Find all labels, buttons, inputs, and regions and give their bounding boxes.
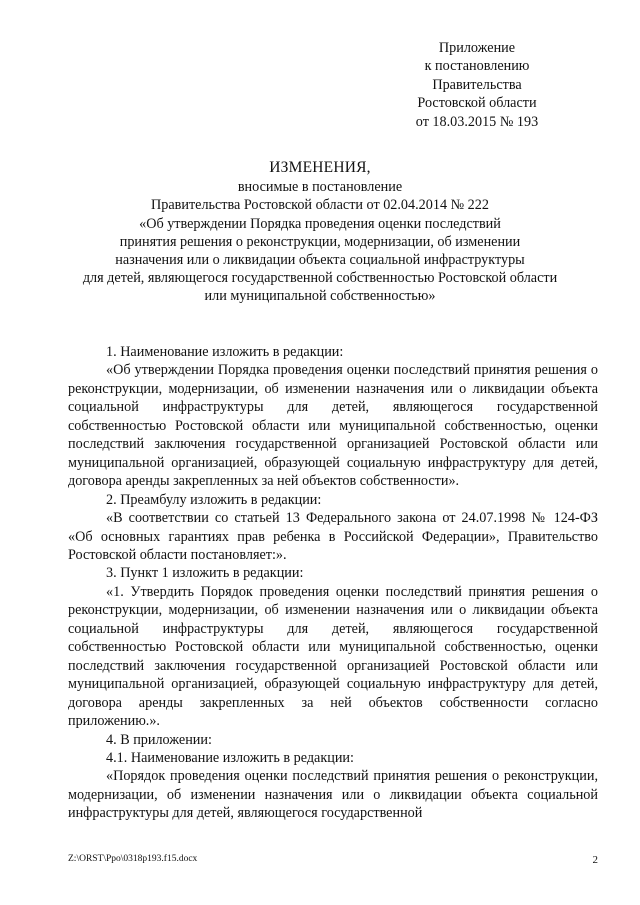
title-line: «Об утверждении Порядка проведения оценки последствий (139, 215, 501, 232)
paragraph-item-3: 3. Пункт 1 изложить в редакции: (106, 565, 304, 582)
annex-line: Правительства (432, 76, 522, 93)
paragraph-item-2: 2. Преамбулу изложить в редакции: (106, 491, 322, 508)
document-title-block (40, 159, 600, 306)
annex-line: Приложение (438, 40, 516, 56)
paragraph-quote-preamble: «В соответствии со статьей 13 Федерального закона от 24.07.1998 № 124-ФЗ «Об основных гарантиях прав ребенка в Российской Федерации», Правительство Ростовской области постановляет:». (68, 510, 598, 563)
title-line: вносимые в постановление (237, 179, 403, 196)
paragraph-item-4-1: 4.1. Наименование изложить в редакции: (106, 749, 354, 766)
page-number: 2 (592, 854, 598, 866)
paragraph-quote-name: «Об утверждении Порядка проведения оценки последствий принятия решения о реконструкции, модернизации, об изменении назначения или о ликвидации объекта социальной инфраструктуры для детей, являющегося государственной собственностью Ростовской области или муниципальной собственностью, оценки последствий заключения государственной организацией Ростовской области или муниципальной организацией, образующей социальную инфраструктуру для детей, договора аренды закрепленных за ней объектов собственности». (68, 362, 598, 490)
annex-line: Ростовской области (417, 95, 537, 112)
annex-line: к постановлению (424, 58, 530, 75)
title-line: Правительства Ростовской области от 02.04.2014 № 222 (151, 197, 489, 214)
paragraph-item-1: 1. Наименование изложить в редакции: (106, 344, 344, 360)
title-line: для детей, являющегося государственной собственностью Ростовской области (82, 270, 558, 287)
document-title: ИЗМЕНЕНИЯ, (269, 159, 371, 176)
footer-file-path: Z:\ORST\Ppo\0318p193.f15.docx (68, 854, 198, 864)
paragraph-item-4: 4. В приложении: (106, 731, 212, 748)
title-line: назначения или о ликвидации объекта социальной инфраструктуры (115, 252, 525, 269)
paragraph-quote-procedure: «Порядок проведения оценки последствий принятия решения о реконструкции, модернизации, об изменении назначения или о ликвидации объекта социальной инфраструктуры для детей, являющегося государственной (68, 768, 598, 822)
paragraph-quote-point-1: «1. Утвердить Порядок проведения оценки последствий принятия решения о реконструкции, модернизации, об изменении назначения или о ликвидации объекта социальной инфраструктуры для детей, являющегося государственной собственностью Ростовской области или муниципальной собственностью, оценки последствий заключения государственной организацией Ростовской области или муниципальной организацией, образующей социальную инфраструктуру для детей, договора аренды закрепленных за ней объектов собственности согласно приложению.». (68, 583, 598, 730)
page-footer (68, 854, 598, 866)
document-body (68, 343, 598, 823)
title-line: принятия решения о реконструкции, модернизации, об изменении (119, 233, 521, 250)
title-line: или муниципальной собственностью» (204, 288, 436, 305)
annex-line: от 18.03.2015 № 193 (415, 113, 539, 130)
annex-header (392, 39, 562, 131)
